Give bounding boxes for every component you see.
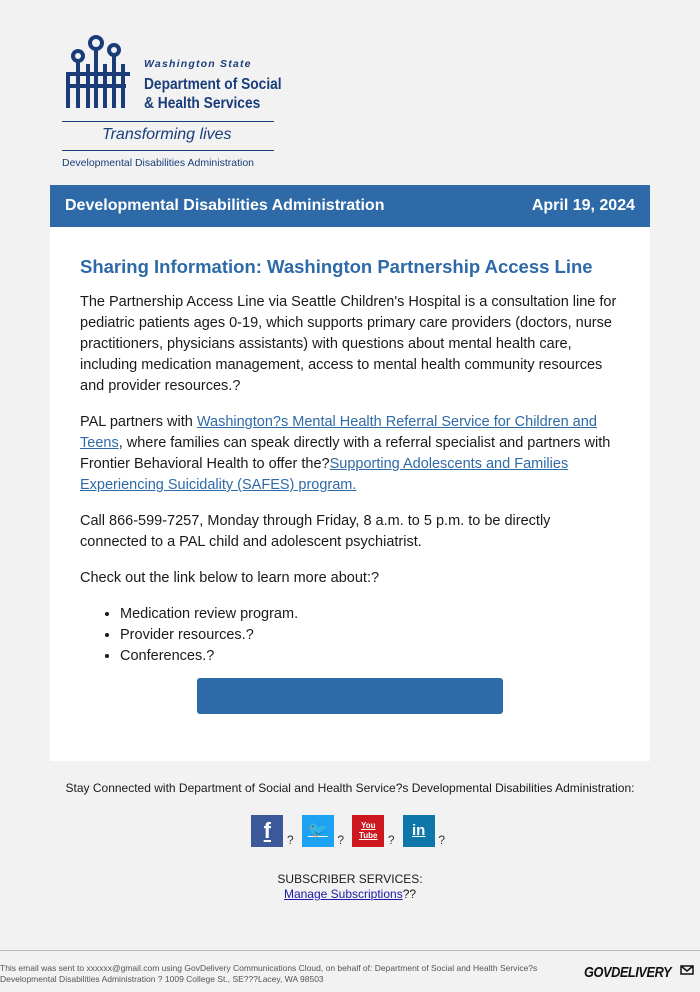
twitter-icon[interactable]: 🐦 [302, 815, 334, 847]
banner-date: April 19, 2024 [531, 197, 635, 214]
social-separator: ? [438, 833, 446, 847]
button-wrapper [80, 678, 620, 714]
logo-divider [62, 150, 274, 151]
envelope-icon [680, 964, 694, 976]
social-separator: ? [337, 833, 345, 847]
banner-org: Developmental Disabilities Administration [65, 197, 385, 214]
logo-state: Washington State [144, 58, 252, 70]
banner [50, 185, 650, 227]
subscriber-services [0, 872, 700, 902]
logo-department [144, 75, 282, 113]
safes-program-link[interactable]: Supporting Adolescents and Families Experiencing Suicidality (SAFES) program. [80, 456, 569, 493]
family-figures-icon [60, 34, 136, 112]
paragraph-2-text: , where families can speak directly with a referral specialist and partners with Frontier Behavioral Health to offer the? [80, 435, 611, 472]
logo-divider [62, 121, 274, 122]
footer-disclaimer: This email was sent to xxxxxx@gmail.com using GovDelivery Communications Cloud, on behalf of: Department of Social and Health Service?s Developmental Disabilities Administration ? 1009 College St., SE???Lacey, WA 98503 [0, 963, 538, 984]
logo-division: Developmental Disabilities Administration [62, 157, 255, 169]
social-item [251, 815, 297, 847]
social-links [0, 815, 700, 847]
manage-row [0, 887, 700, 902]
logo-dept-line1: Department of Social [144, 76, 282, 93]
logo-dept-line2: & Health Services [144, 95, 261, 112]
list-item: • Provider resources.? [120, 625, 620, 646]
logo-tagline: Transforming lives [102, 126, 232, 143]
social-separator: ? [387, 833, 395, 847]
paragraph-3: Call 866-599-7257, Monday through Friday, 8 a.m. to 5 p.m. to be directly connected to a PAL child and adolescent psychiatrist. [80, 513, 551, 550]
paragraph-2 [80, 412, 620, 496]
topics-list [80, 604, 620, 667]
referral-service-link[interactable]: Washington?s Mental Health Referral Service for Children and Teens [80, 414, 597, 451]
facebook-icon[interactable]: f [251, 815, 283, 847]
paragraph-2-text: PAL partners with [80, 414, 197, 430]
newsletter-card [50, 185, 650, 761]
paragraph-1: The Partnership Access Line via Seattle Children's Hospital is a consultation line for pediatric patients ages 0-19, which supports primary care providers (doctors, nurse practitioners, physicians assistants) with questions about mental health care, including medication management, access to mental health community resources and provider resources.? [80, 294, 617, 394]
stay-connected-text: Stay Connected with Department of Social and Health Service?s Developmental Disabilities Administration: [65, 781, 635, 795]
manage-subscriptions-link[interactable]: Manage Subscriptions [283, 887, 403, 901]
article-title: Sharing Information: Washington Partnership Access Line [80, 256, 593, 277]
article-content [50, 227, 650, 714]
govdelivery-wordmark: GOVDELIVERY [584, 964, 672, 981]
manage-suffix: ?? [402, 887, 417, 901]
list-item: • Medication review program. [120, 604, 620, 625]
govdelivery-logo [584, 964, 696, 990]
social-separator: ? [286, 833, 294, 847]
linkedin-icon[interactable]: in [403, 815, 435, 847]
youtube-icon[interactable]: You Tube [352, 815, 384, 847]
paragraph-4: Check out the link below to learn more about:? [80, 570, 380, 586]
social-item [352, 815, 398, 847]
dshs-logo [60, 34, 280, 174]
list-item: • Conferences.? [120, 646, 620, 667]
social-item [302, 815, 348, 847]
social-item [403, 815, 449, 847]
pal-button[interactable]: Washington Partnership Access Line [197, 678, 503, 714]
footer-divider [0, 950, 700, 951]
subscriber-label: SUBSCRIBER SERVICES: [277, 872, 423, 886]
